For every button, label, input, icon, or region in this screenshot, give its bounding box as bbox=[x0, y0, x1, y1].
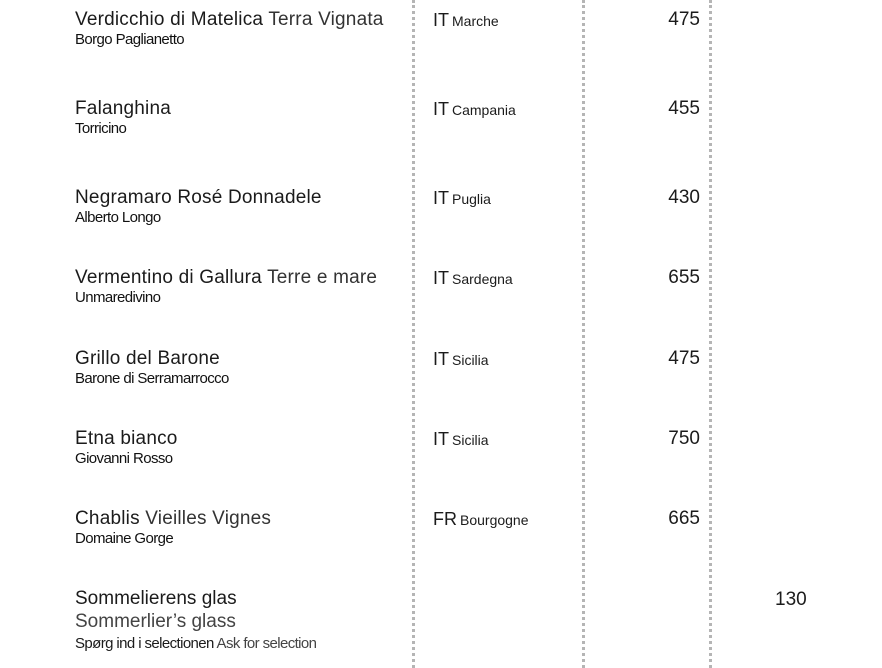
region: Campania bbox=[452, 102, 516, 118]
region: Sicilia bbox=[452, 432, 489, 448]
country-code: FR bbox=[433, 509, 457, 529]
wine-name: Vermentino di Gallura Terre e mare bbox=[75, 267, 378, 288]
bottle-price: 655 bbox=[668, 267, 700, 288]
bottle-price: 750 bbox=[668, 428, 700, 449]
bottle-price: 430 bbox=[668, 187, 700, 208]
country-code: IT bbox=[433, 99, 449, 119]
region: Sicilia bbox=[452, 352, 489, 368]
glass-price: 130 bbox=[775, 589, 807, 610]
region: Puglia bbox=[452, 191, 491, 207]
sommelier-glass-subtitle: Sommerlier’s glass bbox=[75, 611, 236, 632]
bottle-price: 665 bbox=[668, 508, 700, 529]
country-code: IT bbox=[433, 429, 449, 449]
wine-origin bbox=[433, 428, 489, 452]
column-divider bbox=[709, 0, 712, 668]
wine-producer: Domaine Gorge bbox=[75, 530, 174, 547]
region: Marche bbox=[452, 13, 499, 29]
wine-name-sub: Vieilles Vignes bbox=[145, 508, 272, 529]
wine-origin bbox=[433, 508, 529, 532]
bottle-price: 475 bbox=[668, 9, 700, 30]
wine-producer: Barone di Serramarrocco bbox=[75, 370, 229, 387]
bottle-price: 475 bbox=[668, 348, 700, 369]
wine-name: Verdicchio di Matelica Terra Vignata bbox=[75, 9, 384, 30]
wine-origin bbox=[433, 348, 489, 372]
wine-producer: Borgo Paglianetto bbox=[75, 31, 185, 48]
wine-origin bbox=[433, 267, 513, 291]
wine-name: Chablis Vieilles Vignes bbox=[75, 508, 272, 529]
country-code: IT bbox=[433, 349, 449, 369]
country-code: IT bbox=[433, 10, 449, 30]
wine-producer: Unmaredivino bbox=[75, 289, 161, 306]
wine-origin bbox=[433, 98, 516, 122]
wine-name-sub: Terre e mare bbox=[267, 267, 378, 288]
wine-name: Falanghina bbox=[75, 98, 172, 119]
sommelier-glass-title: Sommelierens glas bbox=[75, 588, 237, 609]
wine-origin bbox=[433, 9, 499, 33]
wine-producer: Alberto Longo bbox=[75, 209, 161, 226]
wine-producer: Torricino bbox=[75, 120, 127, 137]
wine-origin bbox=[433, 187, 491, 211]
wine-producer: Giovanni Rosso bbox=[75, 450, 173, 467]
note-danish: Spørg ind i selectionen bbox=[75, 635, 214, 652]
wine-name: Etna bianco bbox=[75, 428, 178, 449]
country-code: IT bbox=[433, 188, 449, 208]
column-divider bbox=[412, 0, 415, 668]
bottle-price: 455 bbox=[668, 98, 700, 119]
wine-name-sub: Terra Vignata bbox=[268, 9, 384, 30]
wine-name: Negramaro Rosé Donnadele bbox=[75, 187, 322, 208]
column-divider bbox=[582, 0, 585, 668]
region: Bourgogne bbox=[460, 512, 529, 528]
region: Sardegna bbox=[452, 271, 513, 287]
sommelier-glass-note bbox=[75, 635, 316, 652]
note-english: Ask for selection bbox=[216, 635, 317, 652]
country-code: IT bbox=[433, 268, 449, 288]
wine-name: Grillo del Barone bbox=[75, 348, 220, 369]
